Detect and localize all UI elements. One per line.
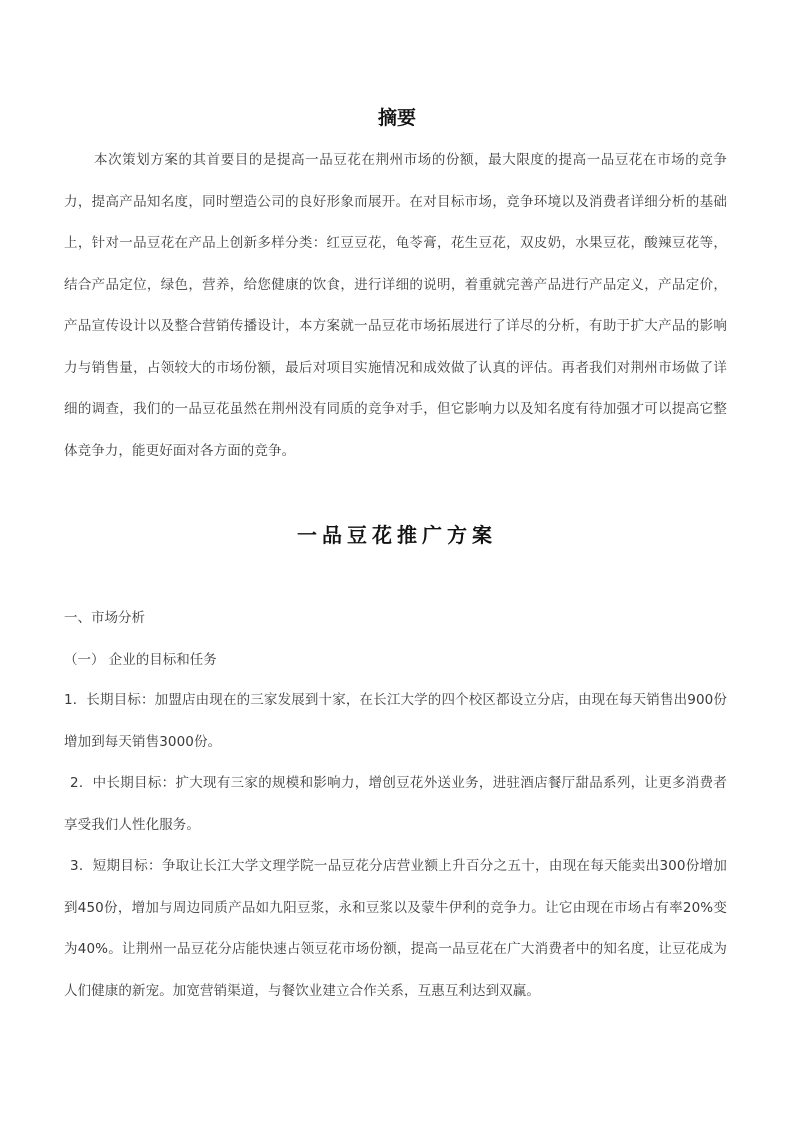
abstract-paragraph: 本次策划方案的其首要目的是提高一品豆花在荆州市场的份额，最大限度的提高一品豆花在市场的竞争力，提高产品知名度，同时塑造公司的良好形象而展开。在对目标市场，竞争环境以及消费者详细分析的基础上，针对一品豆花在产品上创新多样分类：红豆豆花，龟苓膏，花生豆花，双皮奶，水果豆花，酸辣豆花等，结合产品定位，绿色，营养，给您健康的饮食，进行详细的说明，着重就完善产品进行产品定义，产品定价，产品宣传设计以及整合营销传播设计，本方案就一品豆花市场拓展进行了详尽的分析，有助于扩大产品的影响力与销售量，占领较大的市场份额，最后对项目实施情况和成效做了认真的评估。再者我们对荆州市场做了详细的调查，我们的一品豆花虽然在荆州没有同质的竞争对手，但它影响力以及知名度有待加强才可以提高它整体竞争力，能更好面对各方面的竞争。 [64,152,727,459]
subsection-heading-goals: （一） 企业的目标和任务 [64,652,217,668]
goal-item-mid-term: 2．中长期目标：扩大现有三家的规模和影响力，增创豆花外送业务，进驻酒店餐厅甜品系列，让更多消费者享受我们人性化服务。 [64,775,727,833]
section-heading-market-analysis: 一、市场分析 [64,610,145,626]
abstract-title: 摘要 [377,107,416,129]
goal-item-long-term: 1．长期目标：加盟店由现在的三家发展到十家，在长江大学的四个校区都设立分店，由现在每天销售出900份增加到每天销售3000份。 [64,692,727,750]
goal-item-short-term: 3．短期目标：争取让长江大学文理学院一品豆花分店营业额上升百分之五十，由现在每天能卖出300份增加到450份，增加与周边同质产品如九阳豆浆，永和豆浆以及蒙牛伊利的竞争力。让它由现在市场占有率20%变为40%。让荆州一品豆花分店能快速占领豆花市场份额，提高一品豆花在广大消费者中的知名度，让豆花成为人们健康的新宠。加宽营销渠道，与餐饮业建立合作关系，互惠互利达到双赢。 [64,858,727,999]
plan-title: 一品豆花推广方案 [297,523,497,547]
